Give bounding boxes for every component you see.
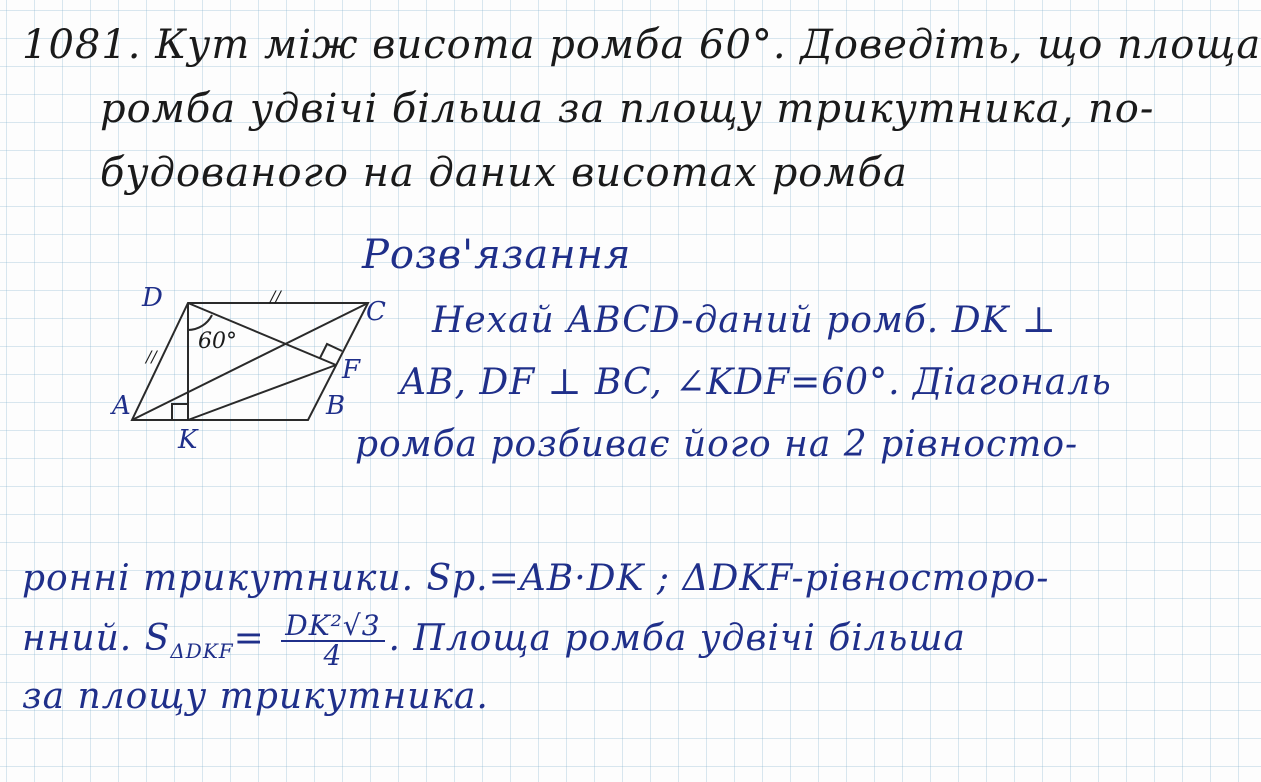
rhombus-figure bbox=[112, 283, 390, 469]
right-angle-k bbox=[172, 404, 188, 420]
solution-line-5-start: нний. S bbox=[22, 618, 171, 659]
solution-line-5-end: . Площа ромба удвічі більша bbox=[388, 618, 966, 659]
problem-line-1: 1081. Кут між висота ромба 60°. Доведіть, що площа bbox=[22, 22, 1261, 68]
vertex-label-a: A bbox=[112, 391, 131, 421]
solution-line-3: ромба розбиває його на 2 рівносто- bbox=[355, 424, 1079, 465]
vertex-label-c: C bbox=[366, 297, 386, 327]
area-fraction bbox=[281, 609, 384, 672]
fraction-numerator: DK²√3 bbox=[281, 612, 384, 642]
solution-line-2: AB, DF ⊥ BC, ∠KDF=60°. Діагональ bbox=[400, 362, 1112, 403]
area-subscript: ΔDKF bbox=[170, 639, 234, 663]
solution-line-6: за площу трикутника. bbox=[22, 676, 489, 717]
angle-arc bbox=[188, 315, 212, 330]
fraction-denominator: 4 bbox=[323, 639, 343, 672]
tick-mark-left: // bbox=[146, 347, 157, 366]
angle-label: 60° bbox=[198, 329, 237, 354]
solution-line-1: Нехай ABCD-даний ромб. DK ⊥ bbox=[432, 300, 1057, 341]
vertex-label-k: K bbox=[178, 425, 198, 455]
problem-line-3: будованого на даних висотах ромба bbox=[100, 150, 908, 196]
segment-kf bbox=[188, 365, 336, 420]
vertex-label-d: D bbox=[142, 283, 163, 313]
solution-heading: Розв'язання bbox=[362, 232, 632, 278]
right-angle-f bbox=[320, 344, 342, 358]
vertex-label-b: B bbox=[326, 391, 346, 421]
solution-line-5 bbox=[22, 609, 966, 672]
equals-sign: = bbox=[233, 618, 265, 659]
solution-line-4: ронні трикутники. Sр.=AB·DK ; ΔDKF-рівносторо- bbox=[22, 558, 1050, 599]
tick-mark-top: // bbox=[270, 287, 281, 306]
vertex-label-f: F bbox=[342, 355, 361, 385]
problem-line-2: ромба удвічі більша за площу трикутника, по- bbox=[100, 86, 1155, 132]
